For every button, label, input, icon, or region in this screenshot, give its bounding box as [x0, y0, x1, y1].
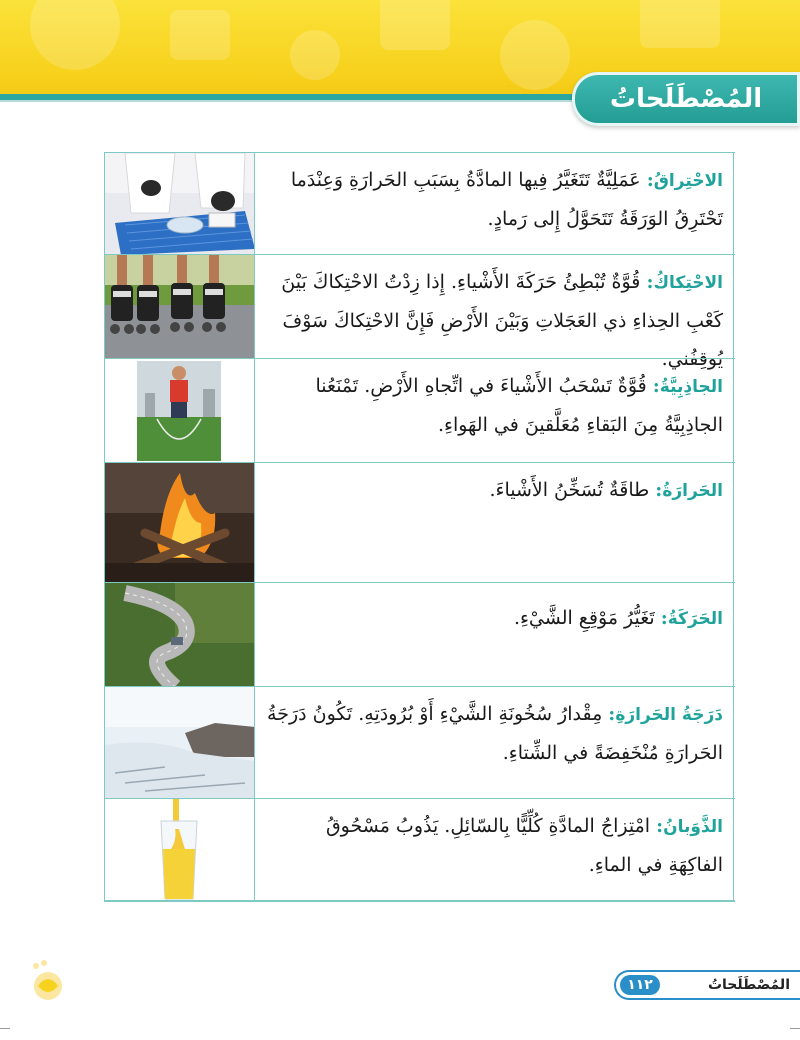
- term-separator: :: [655, 479, 663, 501]
- chemistry-lab-photo: [105, 153, 255, 254]
- decor-square: [170, 10, 230, 60]
- glossary-definition: امْتِزاجُ المادَّةِ كُلِّيًّا بِالسّائِلِ. يَذُوبُ مَسْحُوقُ الفاكِهَةِ في الماءِ.: [325, 815, 723, 876]
- jumping-boy-photo: [105, 359, 255, 462]
- decor-square: [640, 0, 720, 48]
- glossary-row: [105, 582, 735, 686]
- glossary-definition: مِقْدارُ سُخُونَةِ الشَّيْءِ أَوْ بُرُودَتِهِ. تَكُونُ دَرَجَةُ الحَرارَةِ مُنْخَفِضَةً في الشِّتاءِ.: [267, 703, 723, 764]
- glossary-entry: [255, 463, 735, 582]
- glossary-row: [105, 152, 735, 254]
- glossary-definition: قُوَّةٌ تَسْحَبُ الأَشْياءَ في اتِّجاهِ الأَرْضِ. تَمْنَعُنا الجاذِبِيَّةُ مِنَ البَقاءِ مُعَلَّقينَ في الهَواءِ.: [315, 375, 723, 436]
- glossary-entry: [255, 799, 735, 900]
- term-separator: :: [608, 703, 616, 725]
- campfire-photo: [105, 463, 255, 582]
- glossary-table: [104, 152, 734, 902]
- glossary-row: [105, 358, 735, 462]
- crop-mark: [790, 1028, 800, 1029]
- glossary-row: [105, 798, 735, 902]
- decor-square: [380, 0, 450, 50]
- glossary-definition: طاقَةٌ تُسَخِّنُ الأَشْياءَ.: [489, 479, 650, 501]
- glossary-term: الذَّوَبانُ: [663, 817, 723, 837]
- page-number: ١١٢: [620, 975, 660, 995]
- term-separator: :: [656, 815, 664, 837]
- glossary-definition: قُوَّةٌ تُبْطِئُ حَرَكَةَ الأَشْياءِ. إِذا زِدْتُ الاحْتِكاكَ بَيْنَ كَعْبِ الحِذاءِ ذي العَجَلاتِ وَبَيْنَ الأَرْضِ فَإِنَّ الاحْتِكاكَ سَوْفَ يُوقِفُني.: [281, 271, 723, 370]
- decor-circle: [30, 0, 120, 70]
- glossary-definition: تَغَيُّرُ مَوْقِعِ الشَّيْءِ.: [513, 607, 655, 629]
- glossary-entry: [255, 687, 735, 798]
- glossary-row: [105, 462, 735, 582]
- glossary-term: الحَرارَةُ: [662, 481, 723, 501]
- decor-circle: [290, 30, 340, 80]
- crop-mark: [0, 1028, 10, 1029]
- winding-road-photo: [105, 583, 255, 686]
- term-separator: :: [646, 169, 654, 191]
- glossary-entry: [255, 583, 735, 686]
- glossary-term: الاحْتِكاكُ: [653, 273, 723, 293]
- footer-section-label: المُصْطَلَحاتُ: [707, 977, 790, 993]
- glossary-entry: [255, 359, 735, 462]
- page-title-tab: [572, 72, 800, 126]
- glossary-term: الجاذِبِيَّةُ: [659, 377, 723, 397]
- roller-skates-photo: [105, 255, 255, 358]
- glossary-entry: [255, 153, 735, 254]
- term-separator: :: [652, 375, 660, 397]
- juice-glass-photo: [105, 799, 255, 900]
- term-separator: :: [660, 607, 668, 629]
- footer-page-label: [614, 970, 800, 1000]
- snowy-mountain-photo: [105, 687, 255, 798]
- publisher-logo-icon: [28, 958, 68, 1004]
- term-separator: :: [646, 271, 654, 293]
- glossary-row: [105, 686, 735, 798]
- glossary-entry: [255, 255, 735, 370]
- header-teal-line: [0, 100, 620, 102]
- glossary-term: الاحْتِراقُ: [653, 171, 723, 191]
- glossary-term: دَرَجَةُ الحَرارَةِ: [615, 705, 723, 725]
- page-title: المُصْطَلَحاتُ: [609, 84, 763, 114]
- decor-circle: [500, 20, 570, 90]
- glossary-definition: عَمَلِيَّةٌ تَتَغَيَّرُ فِيها المادَّةُ بِسَبَبِ الحَرارَةِ وَعِنْدَما تَحْتَرِقُ الوَرَقَةُ تَتَحَوَّلُ إِلى رَمادٍ.: [290, 169, 723, 230]
- glossary-row: [105, 254, 735, 370]
- glossary-term: الحَرَكَةُ: [667, 609, 723, 629]
